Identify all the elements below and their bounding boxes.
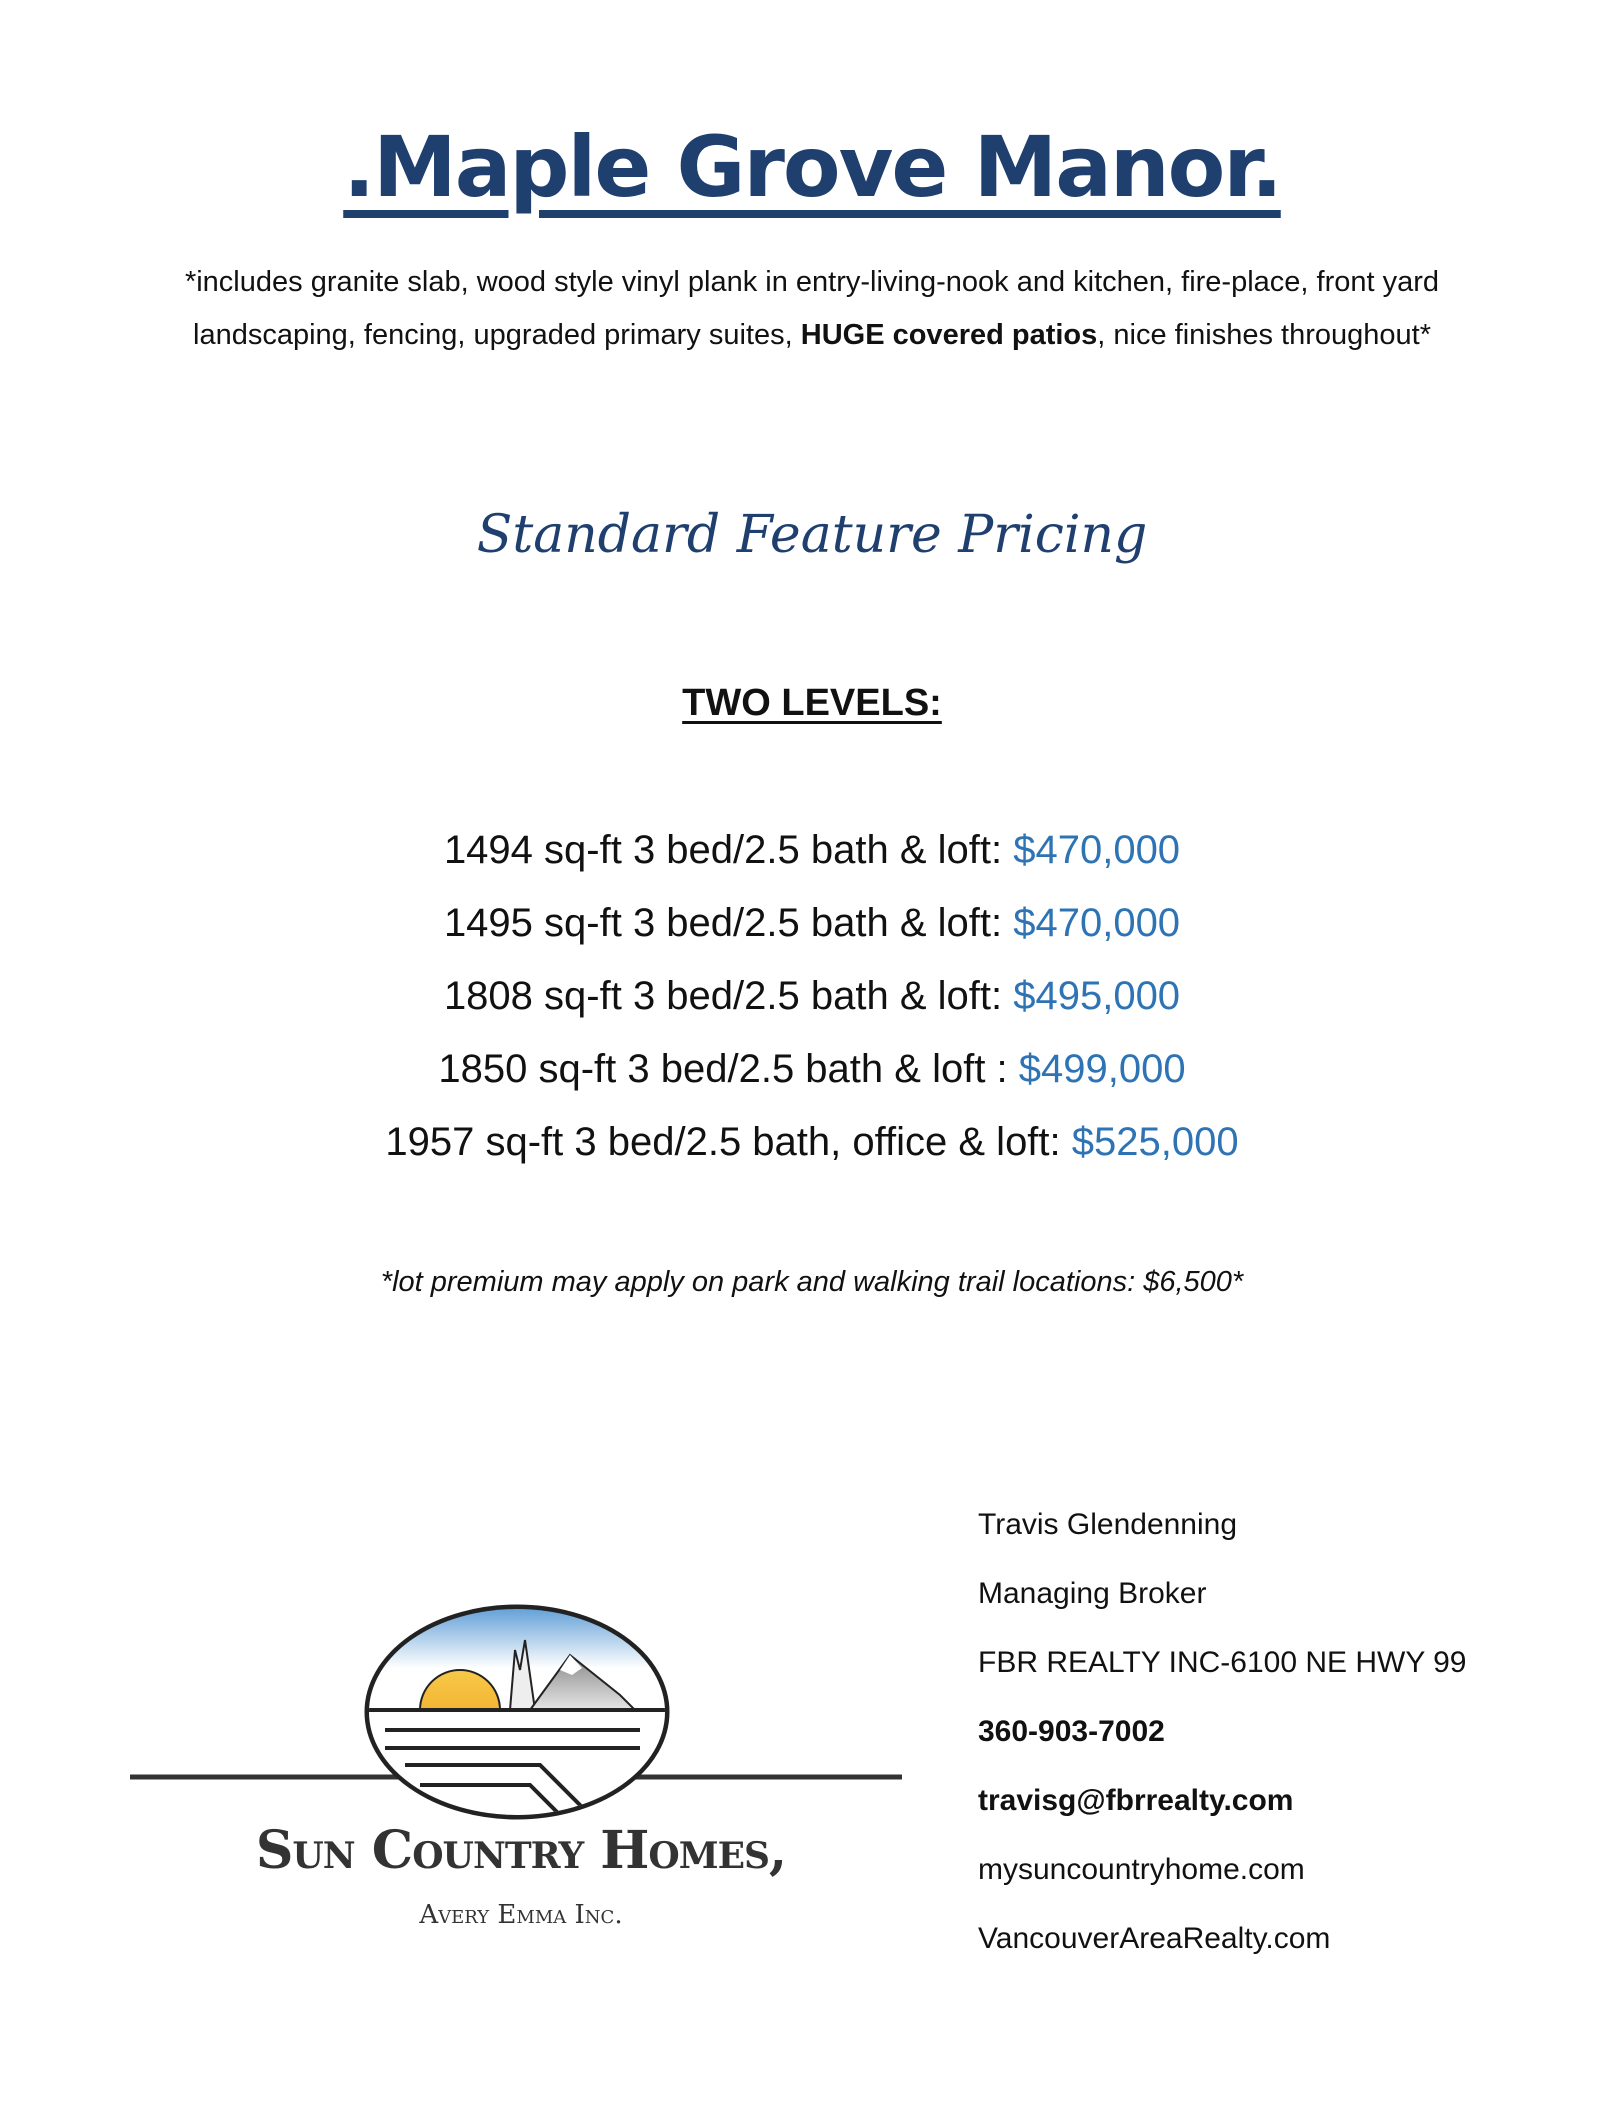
contact-name: Travis Glendenning <box>978 1508 1238 1541</box>
listing-price: $495,000 <box>1013 974 1181 1018</box>
listing-label: 1957 sq-ft 3 bed/2.5 bath, office & loft: <box>385 1120 1072 1164</box>
contact-website-2[interactable]: VancouverAreaRealty.com <box>978 1922 1331 1955</box>
description-text-end: , nice finishes throughout* <box>1097 319 1431 351</box>
listing-price: $470,000 <box>1013 901 1181 945</box>
section-heading: Standard Feature Pricing <box>476 505 1148 565</box>
features-description <box>140 256 1484 362</box>
listing-price: $525,000 <box>1071 1120 1239 1164</box>
sun-country-logo <box>120 1600 920 1830</box>
contact-company: FBR REALTY INC-6100 NE HWY 99 <box>978 1646 1467 1679</box>
listing-row <box>0 887 1624 960</box>
listing-price: $499,000 <box>1018 1047 1186 1091</box>
listing-row <box>0 1033 1624 1106</box>
levels-heading <box>0 682 1624 725</box>
contact-email[interactable]: travisg@fbrrealty.com <box>978 1784 1294 1817</box>
listing-row <box>0 814 1624 887</box>
title-text: .Maple Grove Manor. <box>343 118 1281 216</box>
description-bold: HUGE covered patios <box>800 319 1098 351</box>
listing-row <box>0 960 1624 1033</box>
page-title <box>0 118 1624 216</box>
logo-brand-subtitle: Avery Emma Inc. <box>419 1900 623 1930</box>
lot-premium-note: *lot premium may apply on park and walking trail locations: $6,500* <box>380 1266 1244 1298</box>
listing-label: 1494 sq-ft 3 bed/2.5 bath & loft: <box>443 828 1014 872</box>
contact-block <box>978 1500 1467 1983</box>
price-list <box>0 814 1624 1179</box>
contact-role: Managing Broker <box>978 1577 1207 1610</box>
contact-phone[interactable]: 360-903-7002 <box>978 1715 1165 1748</box>
listing-price: $470,000 <box>1013 828 1181 872</box>
listing-row <box>0 1106 1624 1179</box>
levels-heading-text: TWO LEVELS: <box>682 682 942 724</box>
logo-brand-name: Sun Country Homes, <box>255 1820 787 1881</box>
description-text: *includes granite slab, wood style vinyl plank in entry-living-nook and kitchen, fire-place, front yard landscaping, fencing, upgraded primary suites, <box>184 266 1440 351</box>
listing-label: 1850 sq-ft 3 bed/2.5 bath & loft : <box>438 1047 1019 1091</box>
listing-label: 1495 sq-ft 3 bed/2.5 bath & loft: <box>443 901 1014 945</box>
listing-label: 1808 sq-ft 3 bed/2.5 bath & loft: <box>443 974 1014 1018</box>
contact-website-1[interactable]: mysuncountryhome.com <box>978 1853 1305 1886</box>
